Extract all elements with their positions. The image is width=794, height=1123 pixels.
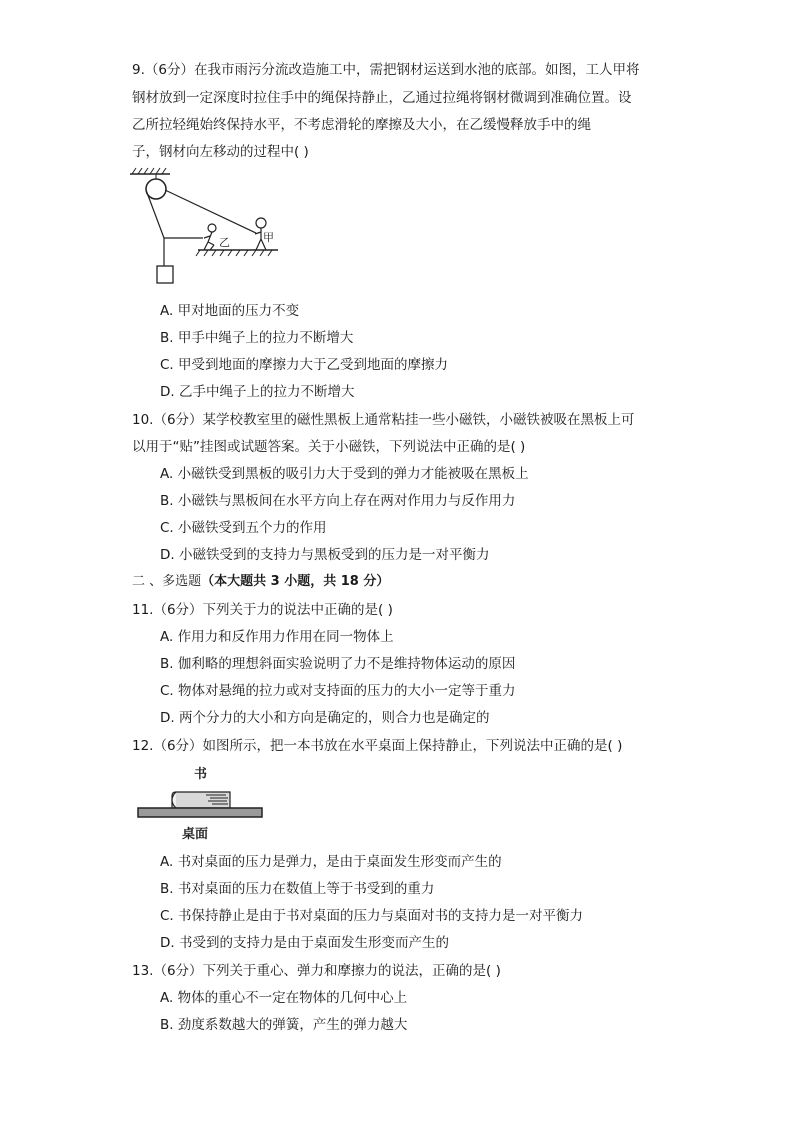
section-2-header [132, 572, 389, 592]
label-table: 桌面 [182, 827, 209, 842]
rope-to-jia [165, 190, 256, 233]
q9-option-b[interactable]: B. 甲手中绳子上的拉力不断增大 [160, 330, 354, 346]
worker-yi-icon [204, 224, 216, 250]
label-book: 书 [194, 767, 208, 782]
section-2-number: 二 、多选题 [132, 574, 202, 589]
q9-option-d[interactable]: D. 乙手中绳子上的拉力不断增大 [160, 384, 355, 400]
q11-option-c[interactable]: C. 物体对悬绳的拉力或对支持面的压力的大小一定等于重力 [160, 683, 516, 699]
ceiling-hatch [132, 168, 166, 174]
q11-option-d[interactable]: D. 两个分力的大小和方向是确定的，则合力也是确定的 [160, 710, 490, 726]
q10-stem-line-2: 以用于“贴”挂图或试题答案。关于小磁铁，下列说法中正确的是( ) [132, 439, 526, 455]
q12-option-a[interactable]: A. 书对桌面的压力是弹力，是由于桌面发生形变而产生的 [160, 854, 502, 870]
label-yi: 乙 [219, 236, 230, 249]
q10-stem-line-1: 10.（6分）某学校教室里的磁性黑板上通常粘挂一些小磁铁，小磁铁被吸在黑板上可 [132, 412, 635, 428]
section-2-detail: （本大题共 3 小题，共 18 分） [201, 574, 390, 589]
table-top [138, 808, 262, 817]
ground-hatch [196, 250, 272, 256]
q12-book-figure [136, 762, 266, 844]
q9-option-a[interactable]: A. 甲对地面的压力不变 [160, 303, 300, 319]
steel-block [157, 266, 173, 283]
q10-option-d[interactable]: D. 小磁铁受到的支持力与黑板受到的压力是一对平衡力 [160, 547, 490, 563]
q10-option-a[interactable]: A. 小磁铁受到黑板的吸引力大于受到的弹力才能被吸在黑板上 [160, 466, 529, 482]
q9-stem-line-3: 乙所拉轻绳始终保持水平，不考虑滑轮的摩擦及大小，在乙缓慢释放手中的绳 [132, 117, 591, 133]
q13-option-b[interactable]: B. 劲度系数越大的弹簧，产生的弹力越大 [160, 1017, 408, 1033]
q13-option-a[interactable]: A. 物体的重心不一定在物体的几何中心上 [160, 990, 408, 1006]
q10-option-b[interactable]: B. 小磁铁与黑板间在水平方向上存在两对作用力与反作用力 [160, 493, 516, 509]
q9-stem-line-2: 钢材放到一定深度时拉住手中的绳保持静止，乙通过拉绳将钢材微调到准确位置。设 [132, 90, 632, 106]
q10-option-c[interactable]: C. 小磁铁受到五个力的作用 [160, 520, 327, 536]
book-icon [172, 792, 230, 808]
q12-option-d[interactable]: D. 书受到的支持力是由于桌面发生形变而产生的 [160, 935, 449, 951]
q9-option-c[interactable]: C. 甲受到地面的摩擦力大于乙受到地面的摩擦力 [160, 357, 449, 373]
q12-option-b[interactable]: B. 书对桌面的压力在数值上等于书受到的重力 [160, 881, 435, 897]
q12-stem-line-1: 12.（6分）如图所示，把一本书放在水平桌面上保持静止，下列说法中正确的是( ) [132, 738, 623, 754]
q9-stem-line-1: 9.（6分）在我市雨污分流改造施工中，需把钢材运送到水池的底部。如图，工人甲将 [132, 62, 640, 78]
q11-option-b[interactable]: B. 伽利略的理想斜面实验说明了力不是维持物体运动的原因 [160, 656, 516, 672]
q12-option-c[interactable]: C. 书保持静止是由于书对桌面的压力与桌面对书的支持力是一对平衡力 [160, 908, 584, 924]
q11-option-a[interactable]: A. 作用力和反作用力作用在同一物体上 [160, 629, 394, 645]
q9-stem-line-4: 子，钢材向左移动的过程中( ) [132, 144, 309, 160]
q9-pulley-figure [128, 168, 288, 293]
label-jia: 甲 [263, 231, 274, 244]
pulley-wheel [146, 179, 166, 199]
q11-stem-line-1: 11.（6分）下列关于力的说法中正确的是( ) [132, 602, 393, 618]
q13-stem-line-1: 13.（6分）下列关于重心、弹力和摩擦力的说法，正确的是( ) [132, 963, 501, 979]
